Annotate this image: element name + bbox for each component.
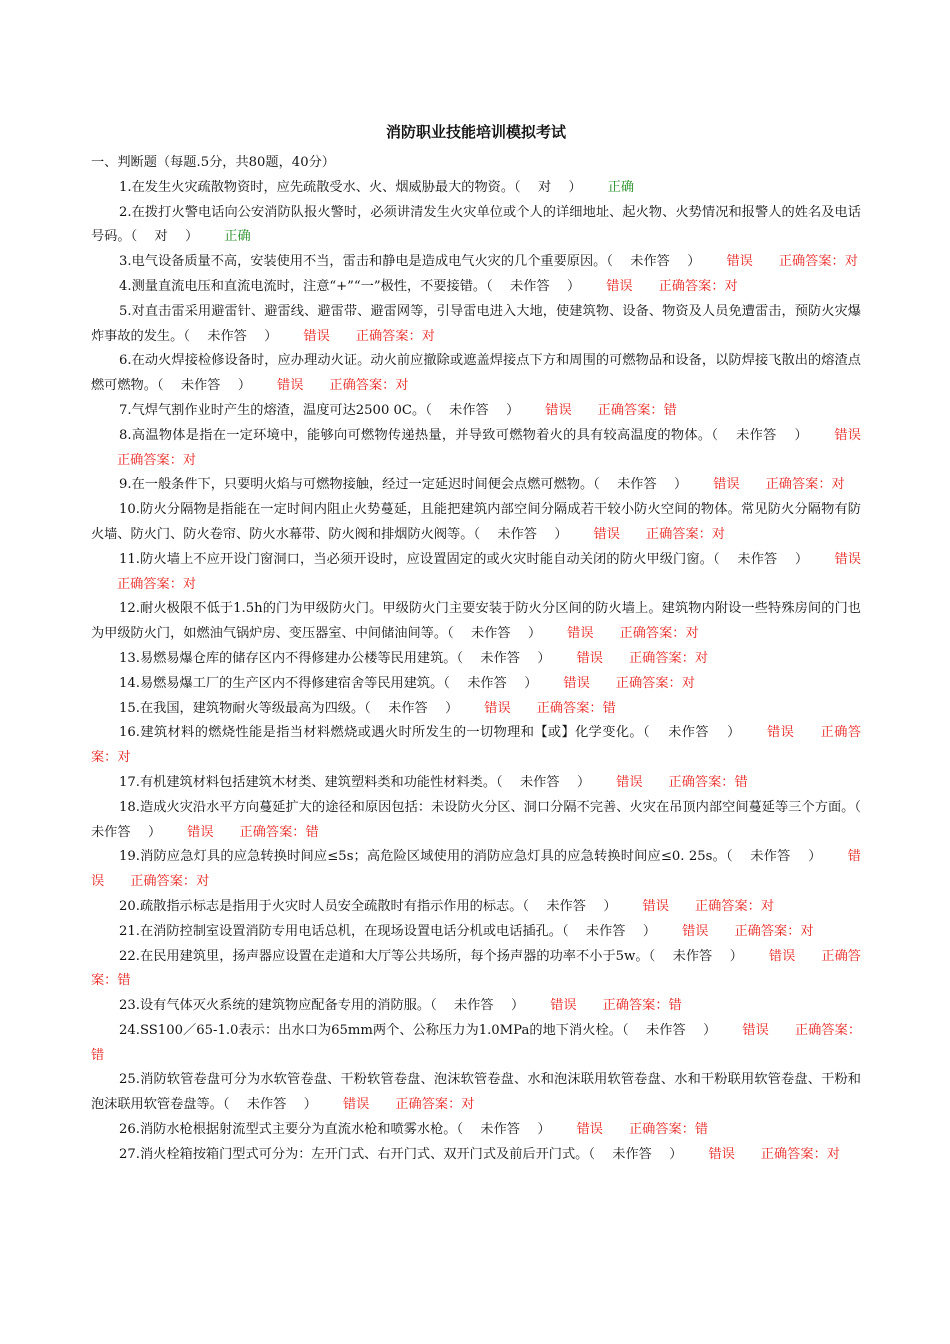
question-item (91, 300, 861, 350)
result-label: 错误 (642, 898, 669, 914)
question-item (91, 1068, 861, 1118)
question-text: 25.消防软管卷盘可分为水软管卷盘、干粉软管卷盘、泡沫软管卷盘、水和泡沫联用软管卷盘、水和干粉联用软管卷盘、干粉和泡沫联用软管卷盘等。（ 未作答 ） (91, 1072, 861, 1113)
result-label: 错误 (726, 254, 753, 270)
question-item (91, 349, 861, 399)
question-text: 17.有机建筑材料包括建筑木材类、建筑塑料类和功能性材料类。（ 未作答 ） (119, 774, 591, 790)
question-item (91, 498, 861, 548)
question-list (91, 176, 879, 1168)
correct-answer: 正确答案：对 (395, 1097, 475, 1113)
correct-answer: 正确答案：错 (91, 1022, 862, 1063)
correct-answer: 正确答案：对 (91, 725, 862, 766)
correct-answer: 正确答案：对 (760, 1146, 840, 1162)
question-item (91, 945, 861, 995)
question-text: 2.在拨打火警电话向公安消防队报火警时，必须讲清发生火灾单位或个人的详细地址、起火物、火势情况和报警人的姓名及电话号码。（ 对 ） (91, 204, 861, 245)
question-item (91, 721, 861, 771)
question-text: 27.消火栓箱按箱门型式可分为：左开门式、右开门式、双开门式及前后开门式。（ 未作答 ） (119, 1146, 683, 1162)
result-label: 错误 (606, 278, 633, 294)
question-item (91, 697, 861, 722)
correct-answer: 正确答案：对 (615, 675, 695, 691)
question-text: 12.耐火极限不低于1.5h的门为甲级防火门。甲级防火门主要安装于防火分区间的防火墙上。建筑物内附设一些特殊房间的门也为甲级防火门，如燃油气锅炉房、变压器室、中间储油间等。（ 未作答 ） (91, 601, 861, 642)
correct-answer: 正确答案：错 (668, 774, 748, 790)
question-text: 21.在消防控制室设置消防专用电话总机，在现场设置电话分机或电话插孔。（ 未作答 ） (119, 923, 657, 939)
document-page (91, 120, 879, 1168)
question-text: 15.在我国，建筑物耐火等级最高为四级。（ 未作答 ） (119, 700, 459, 716)
correct-answer: 正确答案：对 (117, 576, 197, 592)
result-label: 错误 (277, 378, 304, 394)
result-label: 错误 (768, 948, 796, 964)
correct-answer: 正确答案：对 (117, 452, 197, 468)
question-item (91, 1143, 861, 1168)
question-item (91, 548, 861, 598)
correct-answer: 正确答案：对 (628, 650, 709, 666)
question-item (91, 796, 879, 846)
correct-answer: 正确答案：对 (329, 378, 409, 394)
question-text: 5.对直击雷采用避雷针、避雷线、避雷带、避雷网等，引导雷电进入大地，使建筑物、设备、物资及人员免遭雷击，预防火灾爆炸事故的发生。（ 未作答 ） (91, 303, 861, 344)
result-label: 错误 (567, 626, 594, 642)
page-title: 消防职业技能培训模拟考试 (385, 123, 566, 141)
question-text: 9.在一般条件下，只要明火焰与可燃物接触，经过一定延迟时间便会点燃可燃物。（ 未作答 ） (119, 477, 688, 493)
question-item (91, 275, 861, 300)
question-item (91, 771, 861, 796)
result-label: 正确 (224, 229, 251, 245)
result-label: 错误 (616, 774, 643, 790)
question-text: 22.在民用建筑里，扬声器应设置在走道和大厅等公共场所，每个扬声器的功率不小于5w。（ 未作答 ） (119, 948, 743, 964)
question-text: 14.易燃易爆工厂的生产区内不得修建宿舍等民用建筑。（ 未作答 ） (119, 675, 538, 691)
result-label: 错误 (576, 650, 603, 666)
correct-answer: 正确答案：对 (619, 626, 699, 642)
correct-answer: 正确答案：对 (130, 874, 210, 890)
result-label: 错误 (742, 1022, 769, 1038)
question-text: 8.高温物体是指在一定环境中，能够向可燃物传递热量，并导致可燃物着火的具有较高温度的物体。（ 未作答 ） (119, 427, 809, 443)
result-label: 错误 (91, 849, 861, 890)
result-label: 错误 (545, 402, 572, 418)
question-text: 1.在发生火灾疏散物资时，应先疏散受水、火、烟威胁最大的物资。（ 对 ） (119, 179, 582, 195)
result-label: 错误 (484, 700, 511, 716)
question-text: 4.测量直流电压和直流电流时，注意“+”“一”极性，不要接错。（ 未作答 ） (119, 278, 581, 294)
correct-answer: 正确答案：错 (597, 402, 677, 418)
result-label: 错误 (708, 1146, 735, 1162)
question-text: 16.建筑材料的燃烧性能是指当材料燃烧或遇火时所发生的一切物理和【或】化学变化。（ 未作答 ） (119, 725, 741, 741)
result-label: 错误 (766, 725, 795, 741)
question-item (91, 176, 861, 201)
question-text: 24.SS100／65-1.0表示：出水口为65mm两个、公称压力为1.0MPa的地下消火栓。（ 未作答 ） (119, 1022, 717, 1038)
result-label: 错误 (593, 526, 620, 542)
question-item (91, 597, 861, 647)
question-item (91, 201, 861, 251)
result-label: 错误 (713, 477, 740, 493)
result-label: 错误 (187, 824, 214, 840)
correct-answer: 正确答案：错 (628, 1122, 709, 1138)
correct-answer: 正确答案：对 (355, 328, 435, 344)
correct-answer: 正确答案：错 (239, 824, 319, 840)
correct-answer: 正确答案：错 (536, 700, 616, 716)
result-label: 错误 (563, 675, 590, 691)
question-text: 6.在动火焊接检修设备时，应办理动火证。动火前应撤除或遮盖焊接点下方和周围的可燃物品和设备，以防焊接飞散出的熔渣点燃可燃物。（ 未作答 ） (91, 353, 861, 394)
result-label: 错误 (834, 427, 861, 443)
result-label: 错误 (576, 1122, 603, 1138)
question-text: 7.气焊气割作业时产生的熔渣，温度可达2500 0C。（ 未作答 ） (119, 402, 520, 418)
question-item (91, 473, 861, 498)
question-item (91, 1019, 861, 1069)
result-label: 错误 (342, 1097, 370, 1113)
question-text: 3.电气设备质量不高，安装使用不当，雷击和静电是造成电气火灾的几个重要原因。（ 未作答 ） (119, 254, 701, 270)
question-text: 10.防火分隔物是指能在一定时间内阻止火势蔓延，且能把建筑内部空间分隔成若干较小防火空间的物体。常见防火分隔物有防火墙、防火门、防火卷帘、防火水幕带、防火阀和排烟防火阀等。（ 未作答 ） (91, 502, 861, 542)
question-item (91, 845, 861, 895)
result-label: 错误 (550, 998, 577, 1014)
question-text: 19.消防应急灯具的应急转换时间应≤5s；高危险区域使用的消防应急灯具的应急转换时间应≤0. 25s。（ 未作答 ） (119, 849, 822, 865)
question-text: 13.易燃易爆仓库的储存区内不得修建办公楼等民用建筑。（ 未作答 ） (119, 650, 551, 666)
question-item (91, 1118, 861, 1143)
question-item (91, 647, 861, 672)
correct-answer: 正确答案：错 (602, 998, 682, 1014)
correct-answer: 正确答案：对 (734, 923, 814, 939)
question-text: 26.消防水枪根据射流型式主要分为直流水枪和喷雾水枪。（ 未作答 ） (119, 1122, 551, 1138)
result-label: 错误 (834, 551, 861, 567)
question-text: 23.设有气体灭火系统的建筑物应配备专用的消防服。（ 未作答 ） (119, 998, 525, 1014)
correct-answer: 正确答案：对 (645, 526, 726, 542)
question-item (91, 920, 861, 945)
result-label: 正确 (607, 179, 635, 195)
question-text: 18.造成火灾沿水平方向蔓延扩大的途径和原因包括：未设防火分区、洞口分隔不完善、火灾在吊顶内部空间蔓延等三个方面。（ 未作答 ） (91, 799, 879, 840)
correct-answer: 正确答案：对 (765, 477, 845, 493)
correct-answer: 正确答案：对 (694, 898, 775, 914)
result-label: 错误 (303, 328, 330, 344)
question-item (91, 994, 861, 1019)
question-text: 11.防火墙上不应开设门窗洞口，当必须开设时，应设置固定的或火灾时能自动关闭的防火甲级门窗。（ 未作答 ） (119, 551, 809, 567)
result-label: 错误 (682, 923, 709, 939)
correct-answer: 正确答案：对 (778, 254, 858, 270)
correct-answer: 正确答案：对 (658, 278, 738, 294)
section-heading: 一、判断题（每题.5分，共80题，40分） (91, 155, 335, 170)
question-item (91, 424, 861, 474)
correct-answer: 正确答案：错 (91, 948, 861, 989)
question-item (91, 399, 861, 424)
question-item (91, 672, 861, 697)
question-item (91, 250, 861, 275)
question-item (91, 895, 861, 920)
question-text: 20.疏散指示标志是指用于火灾时人员安全疏散时有指示作用的标志。（ 未作答 ） (119, 898, 617, 914)
